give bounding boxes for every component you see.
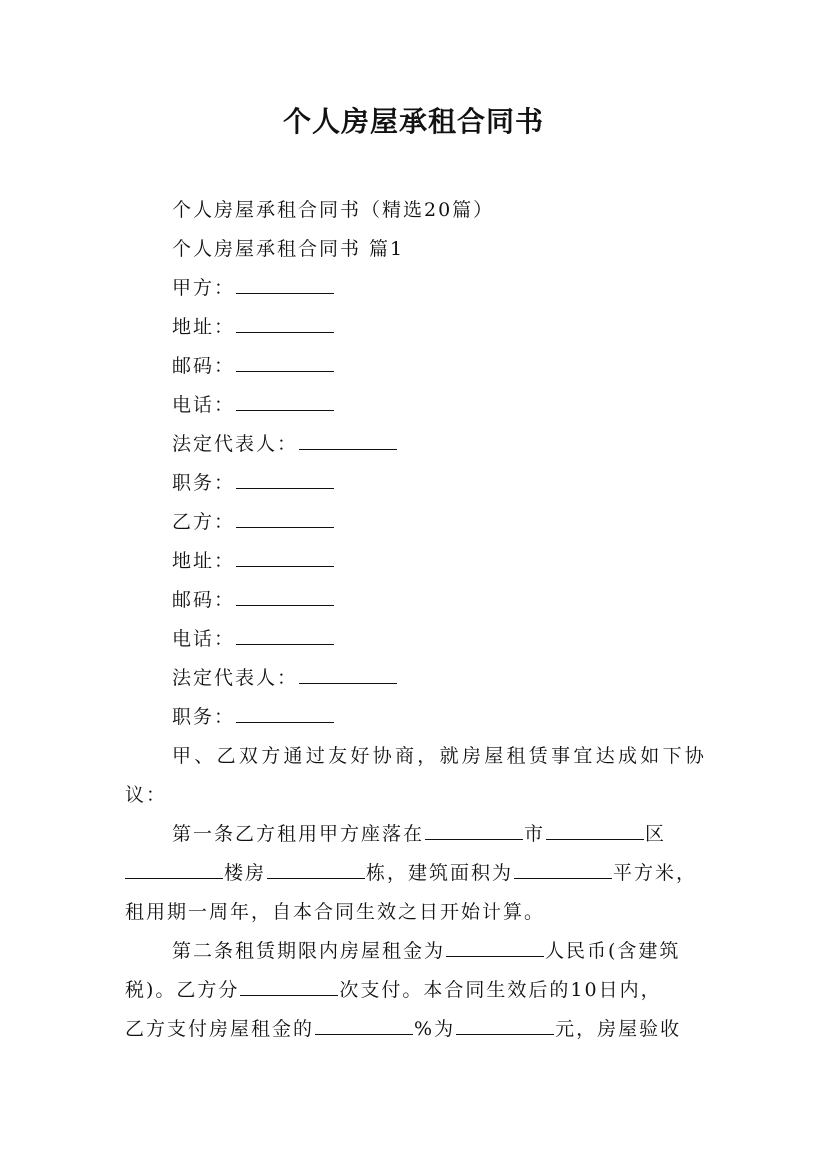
article2-rent-blank: [446, 938, 544, 957]
section-heading: 个人房屋承租合同书 篇1: [172, 238, 405, 260]
article1-line-2: [125, 860, 697, 886]
party-b-legal-rep-line: [172, 665, 398, 691]
party-b-phone-blank: [236, 626, 334, 645]
intro-line-1: 甲、乙双方通过友好协商，就房屋租赁事宜达成如下协: [172, 745, 708, 767]
party-a-phone-label: 电话：: [172, 394, 236, 416]
party-b-postcode-blank: [236, 587, 334, 606]
article2-line-3: [125, 1016, 681, 1042]
party-a-legal-rep-line: [172, 431, 398, 457]
article1-text-e: 栋，建筑面积为: [366, 862, 514, 884]
article1-city-blank: [425, 821, 523, 840]
article2-text-d: 次支付。本合同生效后的10日内，: [339, 979, 662, 1001]
article1-district-blank: [546, 821, 644, 840]
party-a-position-blank: [236, 470, 334, 489]
party-a-legal-rep-blank: [299, 431, 397, 450]
article2-percent-blank: [315, 1016, 413, 1035]
intro-line-2: 议：: [125, 784, 168, 806]
party-a-phone-blank: [236, 392, 334, 411]
article1-text-c: 区: [645, 823, 667, 845]
party-a-phone-line: [172, 392, 335, 418]
party-a-line: [172, 275, 335, 301]
article2-text-f: %为: [414, 1018, 456, 1040]
party-b-phone-label: 电话：: [172, 628, 236, 650]
party-b-phone-line: [172, 626, 335, 652]
party-b-position-line: [172, 704, 335, 730]
article2-text-c: 税)。乙方分: [125, 979, 240, 1001]
article2-amount-blank: [456, 1016, 554, 1035]
party-a-postcode-line: [172, 353, 335, 379]
party-b-legal-rep-label: 法定代表人：: [172, 667, 299, 689]
party-a-position-line: [172, 470, 335, 496]
party-b-legal-rep-blank: [299, 665, 397, 684]
document-subtitle: 个人房屋承租合同书（精选20篇）: [172, 199, 495, 221]
article1-building-blank: [125, 860, 223, 879]
article2-line-1: [172, 938, 680, 964]
party-a-postcode-label: 邮码：: [172, 355, 236, 377]
article1-text-b: 市: [524, 823, 546, 845]
party-a-blank: [236, 275, 334, 294]
party-b-position-label: 职务：: [172, 706, 236, 728]
article1-text-f: 平方米，: [613, 862, 698, 884]
party-b-address-blank: [236, 548, 334, 567]
party-a-legal-rep-label: 法定代表人：: [172, 433, 299, 455]
party-a-address-line: [172, 314, 335, 340]
article2-text-g: 元，房屋验收: [555, 1018, 682, 1040]
article2-line-2: [125, 977, 662, 1003]
party-b-address-line: [172, 548, 335, 574]
party-a-address-label: 地址：: [172, 316, 236, 338]
article1-text-d: 楼房: [224, 862, 267, 884]
party-a-position-label: 职务：: [172, 472, 236, 494]
article1-block-blank: [267, 860, 365, 879]
party-a-address-blank: [236, 314, 334, 333]
party-b-address-label: 地址：: [172, 550, 236, 572]
article2-text-a: 第二条租赁期限内房屋租金为: [172, 940, 446, 962]
article2-text-b: 人民币(含建筑: [545, 940, 681, 962]
document-title: 个人房屋承租合同书: [282, 105, 544, 138]
party-b-label: 乙方：: [172, 511, 236, 533]
article2-installments-blank: [240, 977, 338, 996]
party-b-postcode-line: [172, 587, 335, 613]
party-a-label: 甲方：: [172, 277, 236, 299]
article1-line-1: [172, 821, 666, 847]
party-b-position-blank: [236, 704, 334, 723]
party-b-line: [172, 509, 335, 535]
article1-area-blank: [514, 860, 612, 879]
party-b-postcode-label: 邮码：: [172, 589, 236, 611]
article1-text-a: 第一条乙方租用甲方座落在: [172, 823, 425, 845]
article2-text-e: 乙方支付房屋租金的: [125, 1018, 315, 1040]
party-b-blank: [236, 509, 334, 528]
party-a-postcode-blank: [236, 353, 334, 372]
article1-line-3: 租用期一周年，自本合同生效之日开始计算。: [125, 901, 546, 923]
